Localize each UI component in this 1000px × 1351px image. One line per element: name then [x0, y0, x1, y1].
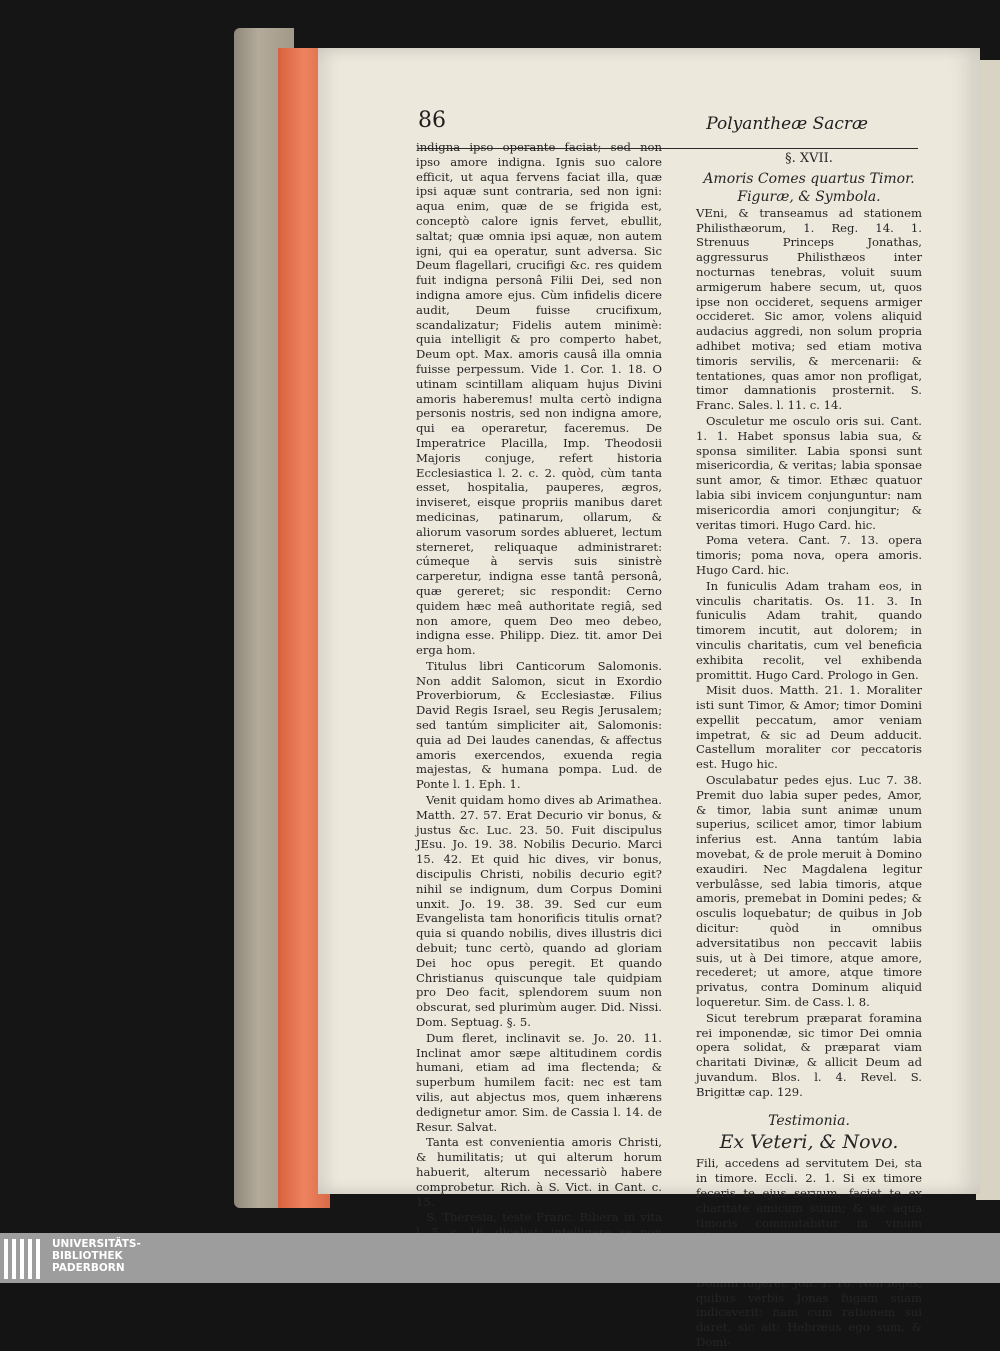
library-logo-icon	[4, 1239, 44, 1279]
section-subtitle: Figuræ, & Symbola.	[737, 188, 881, 205]
section-title: Amoris Comes quartus Timor.	[703, 170, 915, 187]
page-number: 86	[418, 108, 446, 133]
logo-line: BIBLIOTHEK	[52, 1250, 123, 1262]
left-paragraph: Dum fleret, inclinavit se. Jo. 20. 11. Inclinat amor sæpe altitudinem cordis humani, etiam ad ima flectenda; & superbum humilem facit: nec est tam vilis, aut abjectus mos, quem inhærens dedignetur amor. Sim. de Cassia l. 14. de Resur. Salvat.	[416, 1030, 662, 1134]
section-number: §. XVII.	[785, 151, 833, 166]
right-paragraph: Poma vetera. Cant. 7. 13. opera timoris; poma nova, opera amoris. Hugo Card. hic.	[696, 533, 922, 577]
right-paragraph: Misit duos. Matth. 21. 1. Moraliter isti sunt Timor, & Amor; timor Domini expellit peccatum, amor veniam impetrat, & sic ad Deum adducit. Castellum moraliter cor peccatoris est. Hugo hic.	[696, 683, 922, 772]
running-title: Polyantheæ Sacræ	[706, 114, 868, 134]
library-logo-text	[52, 1238, 141, 1274]
right-paragraph: In funiculis Adam traham eos, in vinculis charitatis. Os. 11. 3. In funiculis Adam trahit, quando timorem incutit, aut dolorem; in vinculis charitatis, cum vel beneficia exhibita recolit, vel exhibenda promittit. Hugo Card. Prologo in Gen.	[696, 578, 922, 682]
right-paragraph: Sicut terebrum præparat foramina rei imponendæ, sic timor Dei omnia opera solidat, & præparat viam charitati Divinæ, & allicit Deum ad juvandum. Blos. l. 4. Revel. S. Brigittæ cap. 129.	[696, 1010, 922, 1099]
left-paragraph: Venit quidam homo dives ab Arimathea. Matth. 27. 57. Erat Decurio vir bonus, & justus &c. Luc. 23. 50. Fuit discipulus JEsu. Jo. 19. 38. Nobilis Decurio. Marci 15. 42. Et quid hic dives, vir bonus, discipulis Christi, nobilis decurio egit? nihil se indignum, dum Corpus Domini unxit. Jo. 19. 38. 39. Sed cur eum Evangelista tam honorificis titulis ornat? quia si quando nobilis, dives illustris dici debuit; tunc certò, quando ad gloriam Dei hoc opus peregit. Et quando Christianus quiscunque tale quidpiam pro Deo facit, splendorem suum non obscurat, sed plurimùm auger. Did. Nissi. Dom. Septuag. §. 5.	[416, 793, 662, 1030]
footer-bar	[0, 1233, 1000, 1283]
right-paragraph: Osculabatur pedes ejus. Luc 7. 38. Premit duo labia super pedes, Amor, & timor, labia sunt animæ unum superius, scilicet amor, timor labium inferius est. Anna tantúm labia movebat, & de prole meruit à Domino exaudiri. Nec Magdalena legitur verbulâsse, sed labia timoris, atque amoris, premebat in Domini pedes; & osculis loquebatur; de quibus in Job dicitur: quòd in omnibus adversitatibus non peccavit labiis suis, ut à Dei timore, atque amore, recederet; ut amore, atque timore privatus, contra Dominum aliquid loqueretur. Sim. de Cass. l. 8.	[696, 773, 922, 1010]
testimonia-heading: Testimonia.	[768, 1112, 850, 1129]
logo-line: PADERBORN	[52, 1262, 125, 1274]
logo-line: UNIVERSITÄTS-	[52, 1238, 141, 1250]
right-paragraph: VEni, & transeamus ad stationem Philisthæorum, 1. Reg. 14. 1. Strenuus Princeps Jonathas, aggressurus Philisthæos inter nocturnas tenebras, voluit suum armigerum habere secum, ut, quos ipse non occideret, sequens armiger occideret. Sic amor, volens aliquid audacius aggredi, non solum propria adhibet motiva; sed etiam motiva timoris servilis, & mercenarii: & tentationes, quas amor non profligat, timor damnationis prosternit. S. Franc. Sales. l. 11. c. 14.	[696, 205, 922, 413]
left-paragraph: indigna ipso operante faciat; sed non ipso amore indigna. Ignis suo calore efficit, ut aqua fervens faciat illa, quæ ipsi aquæ sunt contraria, sed non igni: aqua enim, quæ de se frigida est, conceptò calore ignis fervet, ebullit, saltat; quæ omnia ipsi aquæ, non autem igni, qui ea operatur, sunt adversa. Sic Deum flagellari, crucifigi &c. res quidem fuit indigna personâ Filii Dei, sed non indigna amore ejus. Cùm infidelis dicere audit, Deum fuisse crucifixum, scandalizatur; Fidelis autem minimè: quia intelligit & pro comperto habet, Deum opt. Max. amoris causâ illa omnia fuisse perpessum. Vide 1. Cor. 1. 18. O utinam scintillam aliquam hujus Divini amoris haberemus! multa certò indigna personis nostris, sed non indigna amore, qui ea operaretur, faceremus. De Imperatrice Placilla, Imp. Theodosii Majoris conjuge, refert historia Ecclesiastica l. 2. c. 2. quòd, cùm tanta esset, hospitalia, pauperes, ægros, inviseret, eisque propriis manibus daret medicinas, patinarum, ollarum, & aliorum vasorum sordes ablueret, lectum sterneret, reliquaque administraret: cúmeque à servis suis sinistrè carperetur, indigna esse tantâ personâ, quæ gereret; sic respondit: Cerno quidem hæc meâ authoritate regiâ, sed non amore, quem Deo meo debeo, indigna esse. Philipp. Diez. tit. amor Dei erga hom.	[416, 140, 662, 658]
right-column	[696, 152, 922, 1351]
left-paragraph: Tanta est convenientia amoris Christi, & humilitatis; ut qui alterum horum habuerit, alterum necessariò habere comprobetur. Rich. à S. Vict. in Cant. c. 15.	[416, 1135, 662, 1209]
testimonia-paragraph: quibus verbis Jonas fugam suam indicaverit: nam cum rationem sui daret, sic ait: Hebræus ego sum, & Domi-	[696, 1290, 922, 1349]
left-column	[416, 140, 662, 1285]
left-paragraph: S. Theresia, teste Franc. Ribera in vita	[426, 1210, 662, 1225]
testimonia-paragraph: Fili, accedens ad servitutem Dei, sta in timore. Eccli. 2. 1. Si ex timore feceris te ejus servum, faciet te ex charitate amicum suum; & sic aqua timoris commutabitur in vinum	[696, 1156, 922, 1230]
right-paragraph: Osculetur me osculo oris sui. Cant. 1. 1. Habet sponsus labia sua, & sponsa similiter. Labia sponsi sunt misericordia, & veritas; labia sponsae sunt amor, & timor. Ethæc quatuor labia sibi invicem conjunguntur: nam misericordia amori conjungitur; & veritas timori. Hugo Card. hic.	[696, 413, 922, 532]
testimonia-subheading: Ex Veteri, & Novo.	[719, 1131, 899, 1154]
left-paragraph: Titulus libri Canticorum Salomonis. Non addit Salomon, sicut in Exordio Proverbiorum, & Ecclesiastæ. Filius David Regis Israel, seu Regis Jerusalem; sed tantúm simpliciter ait, Salomonis: quia ad Dei laudes canendas, & affectus amoris exercendos, exuenda regia majestas, & humana pompa. Lud. de Ponte l. 1. Eph. 1.	[416, 658, 662, 792]
